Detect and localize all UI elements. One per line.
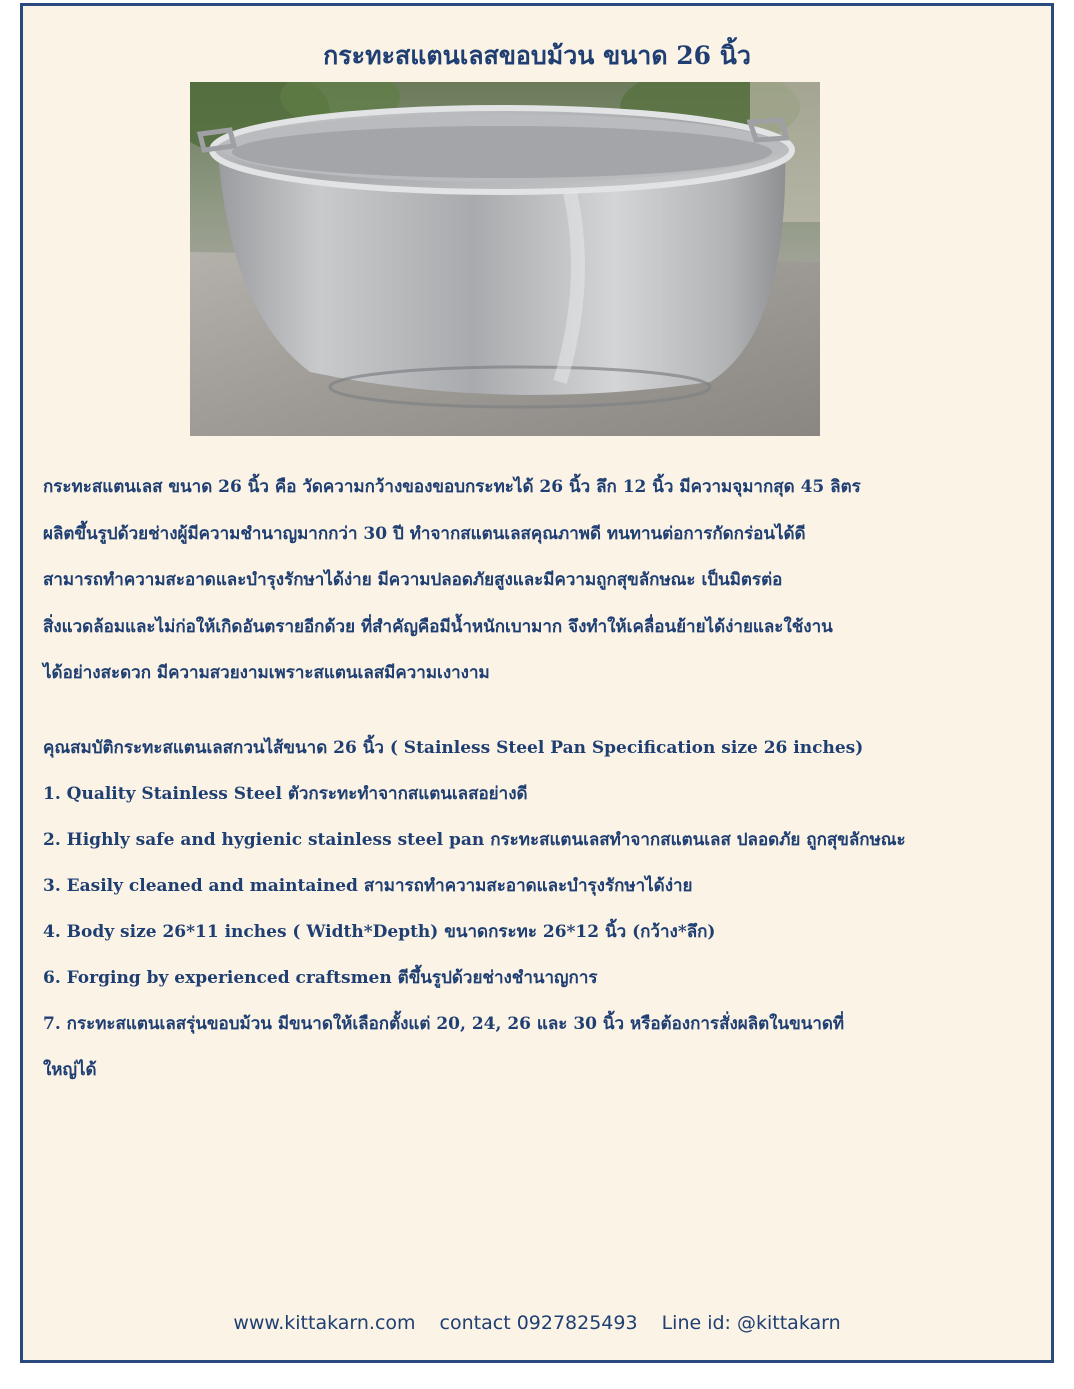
description-line: ได้อย่างสะดวก มีความสวยงามเพราะสแตนเลสมีความเงางาม <box>43 663 490 683</box>
website-link[interactable]: www.kittakarn.com <box>233 1312 416 1334</box>
spec-item: 1. Quality Stainless Steel ตัวกระทะทำจากสแตนเลสอย่างดี <box>43 784 528 804</box>
product-photo-stainless-pan <box>190 82 820 436</box>
spec-item: 2. Highly safe and hygienic stainless steel pan กระทะสแตนเลสทำจากสแตนเลส ปลอดภัย ถูกสุขลักษณะ <box>43 830 906 850</box>
spec-item: ใหญ่ได้ <box>43 1060 97 1080</box>
product-description <box>43 464 1033 697</box>
description-line: สิ่งแวดล้อมและไม่ก่อให้เกิดอันตรายอีกด้วย ที่สำคัญคือมีน้ำหนักเบามาก จึงทำให้เคลื่อนย้ายได้ง่ายและใช้งาน <box>43 616 833 637</box>
page-title: กระทะสแตนเลสขอบม้วน ขนาด 26 นิ้ว <box>323 41 751 70</box>
contact-phone: contact 0927825493 <box>439 1312 638 1334</box>
spec-item: 4. Body size 26*11 inches ( Width*Depth) ขนาดกระทะ 26*12 นิ้ว (กว้าง*ลึก) <box>43 922 716 942</box>
document-page <box>20 3 1054 1363</box>
description-line: สามารถทำความสะอาดและบำรุงรักษาได้ง่าย มีความปลอดภัยสูงและมีความถูกสุขลักษณะ เป็นมิตรต่อ <box>43 570 783 590</box>
spec-item: 6. Forging by experienced craftsmen ตีขึ้นรูปด้วยช่างชำนาญการ <box>43 968 598 988</box>
line-id: Line id: @kittakarn <box>661 1312 841 1334</box>
specifications-heading: คุณสมบัติกระทะสแตนเลสกวนไส้ขนาด 26 นิ้ว ( Stainless Steel Pan Specification size 26 inches) <box>43 738 864 758</box>
description-line: ผลิตขึ้นรูปด้วยช่างผู้มีความชำนาญมากกว่า 30 ปี ทำจากสแตนเลสคุณภาพดี ทนทานต่อการกัดกร่อนได้ดี <box>43 523 806 544</box>
spec-item: 7. กระทะสแตนเลสรุ่นขอบม้วน มีขนาดให้เลือกตั้งแต่ 20, 24, 26 และ 30 นิ้ว หรือต้องการสั่งผลิตในขนาดที่ <box>43 1014 845 1034</box>
specifications-section <box>43 725 1033 1093</box>
spec-item: 3. Easily cleaned and maintained สามารถทำความสะอาดและบำรุงรักษาได้ง่าย <box>43 876 693 896</box>
description-line: กระทะสแตนเลส ขนาด 26 นิ้ว คือ วัดความกว้างของขอบกระทะได้ 26 นิ้ว ลึก 12 นิ้ว มีความจุมากสุด 45 ลิตร <box>43 477 861 497</box>
contact-footer <box>23 1312 1051 1334</box>
